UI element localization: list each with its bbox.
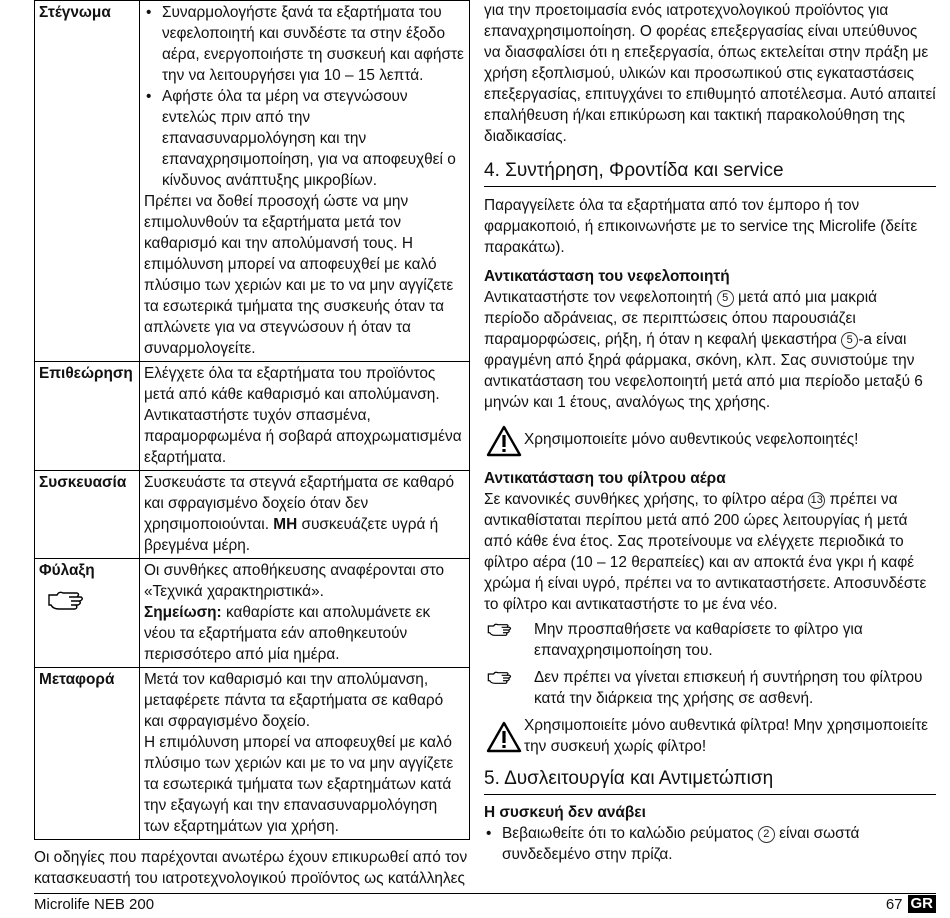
table-row — [35, 559, 470, 668]
section-4-title: 4. Συντήρηση, Φροντίδα και service — [484, 159, 936, 187]
tip-text: Μην προσπαθήσετε να καθαρίσετε το φίλτρο για επαναχρησιμοποίηση του. — [534, 621, 863, 659]
warning-text: Χρησιμοποιείτε μόνο αυθεντικά φίλτρα! Μην χρησιμοποιείτε την συσκευή χωρίς φίλτρο! — [524, 717, 929, 755]
ref-number: 13 — [808, 492, 825, 509]
tip-text: Δεν πρέπει να γίνεται επισκευή ή συντήρηση του φίλτρου κατά την διάρκεια της χρήσης σε ασθενή. — [534, 669, 923, 707]
list-item: • Συναρμολογήστε ξανά τα εξαρτήματα του νεφελοποιητή και συνδέστε τα στην έξοδο αέρα, ενεργοποιήστε τη συσκευή και αφήστε την να λειτουργήσει για 10 – 15 λεπτά. — [144, 2, 465, 86]
section-5-subtitle: Η συσκευή δεν ανάβει — [484, 804, 646, 821]
row-text: συσκευάζετε υγρά ή βρεγμένα μέρη. — [143, 516, 439, 554]
row-label: Μεταφορά — [35, 668, 140, 840]
table-row — [35, 668, 470, 840]
ref-number: 5 — [717, 290, 734, 307]
nebulizer-title: Αντικατάσταση του νεφελοποιητή — [484, 268, 730, 285]
row-text: Ελέγχετε όλα τα εξαρτήματα του προϊόντος μετά από κάθε καθαρισμό και απολύμανση. Αντικαταστήστε τυχόν σπασμένα, παραμορφωμένα ή σοβαρά αποχρωματισμένα εξαρτήματα. — [139, 362, 469, 471]
left-column — [34, 0, 470, 889]
warning-triangle-icon — [486, 425, 522, 457]
right-column — [484, 0, 936, 865]
warning-triangle-icon — [486, 721, 522, 753]
tip-item — [484, 667, 936, 709]
emphasis: ΜΗ — [273, 516, 298, 533]
warning-nebulizers — [484, 425, 936, 459]
table-row — [35, 1, 470, 362]
left-footer-paragraph: Οι οδηγίες που παρέχονται ανωτέρω έχουν επικυρωθεί από τον κατασκευαστή του ιατροτεχνολογικού προϊόντος ως κατάλληλες — [34, 849, 468, 887]
air-filter-title: Αντικατάσταση του φίλτρου αέρα — [484, 470, 726, 487]
pointing-hand-icon — [486, 622, 516, 638]
warning-filters — [484, 715, 936, 757]
language-badge: GR — [908, 895, 937, 913]
note-label: Σημείωση: — [143, 604, 222, 621]
intro-paragraph: για την προετοιμασία ενός ιατροτεχνολογικού προϊόντος για επαναχρησιμοποίηση. Ο φορέας επεξεργασίας είναι υπεύθυνος να διασφαλίσει ότι η επεξεργασία, όπως εκτελείται στην πράξη με χρήση εξοπλισμού, υλικών και προσωπικού στις εγκαταστάσεις επεξεργασίας, επιτυγχάνει το επιθυμητό αποτέλεσμα. Αυτό απαιτεί επαλήθευση ή/και επικύρωση και τακτική παρακολούθηση της διαδικασίας. — [484, 2, 936, 145]
row-label: Επιθεώρηση — [35, 362, 140, 471]
air-filter-paragraph: Σε κανονικές συνθήκες χρήσης, το φίλτρο αέρα 13 πρέπει να αντικαθίσταται περίπου μετά από 200 ώρες λειτουργίας ή μετά από κάθε ένα έτος. Σας προτείνουμε να ελέγχετε περιοδικά το φίλτρο αέρα (10 – 12 θεραπείες) και αν αποκτά ένα γκρι ή καφέ χρώμα ή είναι υγρό, πρέπει να το αντικαταστήσετε. Αποσυνδέστε το φίλτρο και αντικαταστήστε το με ένα νέο. — [484, 491, 927, 613]
row-text: Η επιμόλυνση μπορεί να αποφευχθεί με καλό πλύσιμο των χεριών και με το να μην αγγίζετε τα εσωτερικά τμήματα των εξαρτημάτων κατά την εξαγωγή και την επανασυναρμολόγηση των εξαρτημάτων για χρήση. — [143, 734, 454, 835]
footer-rule — [34, 893, 936, 894]
section-5-title: 5. Δυσλειτουργία και Αντιμετώπιση — [484, 767, 936, 795]
table-row — [35, 362, 470, 471]
ref-number: 2 — [758, 826, 775, 843]
row-label: Στέγνωμα — [35, 1, 140, 362]
row-text: Οι συνθήκες αποθήκευσης αναφέρονται στο «Τεχνικά χαρακτηριστικά». — [143, 562, 445, 600]
table-row — [35, 471, 470, 559]
page-number: 67 — [885, 895, 903, 913]
footer-product: Microlife NEB 200 — [34, 896, 155, 913]
warning-text: Χρησιμοποιείτε μόνο αυθεντικούς νεφελοποιητές! — [524, 431, 859, 448]
row-text: Πρέπει να δοθεί προσοχή ώστε να μην επιμολυνθούν τα εξαρτήματα μετά τον καθαρισμό και την απολύμανσή τους. Η επιμόλυνση μπορεί να αποφευχθεί με καλό πλύσιμο των χεριών και με το να μην αγγίζετε τα εσωτερικά τμήματα της συσκευής όταν τα απλώνετε για να στεγνώσουν ή όταν τα συναρμολογείτε. — [143, 193, 454, 357]
row-text: Συσκευάστε τα στεγνά εξαρτήματα σε καθαρό και σφραγισμένο δοχείο όταν δεν χρησιμοποιούνται. — [143, 474, 455, 533]
pointing-hand-icon — [47, 589, 89, 613]
cleaning-table — [34, 0, 470, 840]
pointing-hand-icon — [486, 670, 516, 686]
row-label: Συσκευασία — [35, 471, 140, 559]
list-item: • Αφήστε όλα τα μέρη να στεγνώσουν εντελώς πριν από την επανασυναρμολόγηση και την επαναχρησιμοποίηση, για να αποφευχθεί ο κίνδυνος ανάπτυξης μικροβίων. — [144, 86, 465, 191]
ref-number: 5 — [841, 332, 858, 349]
section-4-text: Παραγγείλετε όλα τα εξαρτήματα από τον έμπορο ή τον φαρμακοποιό, ή επικοινωνήστε με το service της Microlife (δείτε παρακάτω). — [484, 197, 918, 256]
tip-item — [484, 619, 936, 661]
footer-page-info — [886, 895, 936, 913]
nebulizer-paragraph: Αντικαταστήστε τον νεφελοποιητή 5 μετά από μια μακριά περίοδο αδράνειας, σε περιπτώσεις όπου παρουσιάζει παραμορφώσεις, ρήξη, ή όταν η κεφαλή ψεκαστήρα 5 -a είναι φραγμένη από ξηρά φάρμακα, σκόνη, κλπ. Σας συνιστούμε την αντικατάσταση του νεφελοποιητή μετά από μια περίοδο μεταξύ 6 μηνών και 1 έτους, αναλόγως της χρήσης. — [484, 289, 923, 411]
list-item: • Βεβαιωθείτε ότι το καλώδιο ρεύματος 2 είναι σωστά συνδεδεμένο στην πρίζα. — [484, 823, 936, 865]
note-text: καθαρίστε και απολυμάνετε εκ νέου τα εξαρτήματα εάν αποθηκευτούν περισσότερο από μία ημέρα. — [143, 604, 431, 663]
row-text: Μετά τον καθαρισμό και την απολύμανση, μεταφέρετε πάντα τα εξαρτήματα σε καθαρό και σφραγισμένο δοχείο. — [143, 671, 444, 730]
row-label: Φύλαξη — [39, 562, 95, 579]
